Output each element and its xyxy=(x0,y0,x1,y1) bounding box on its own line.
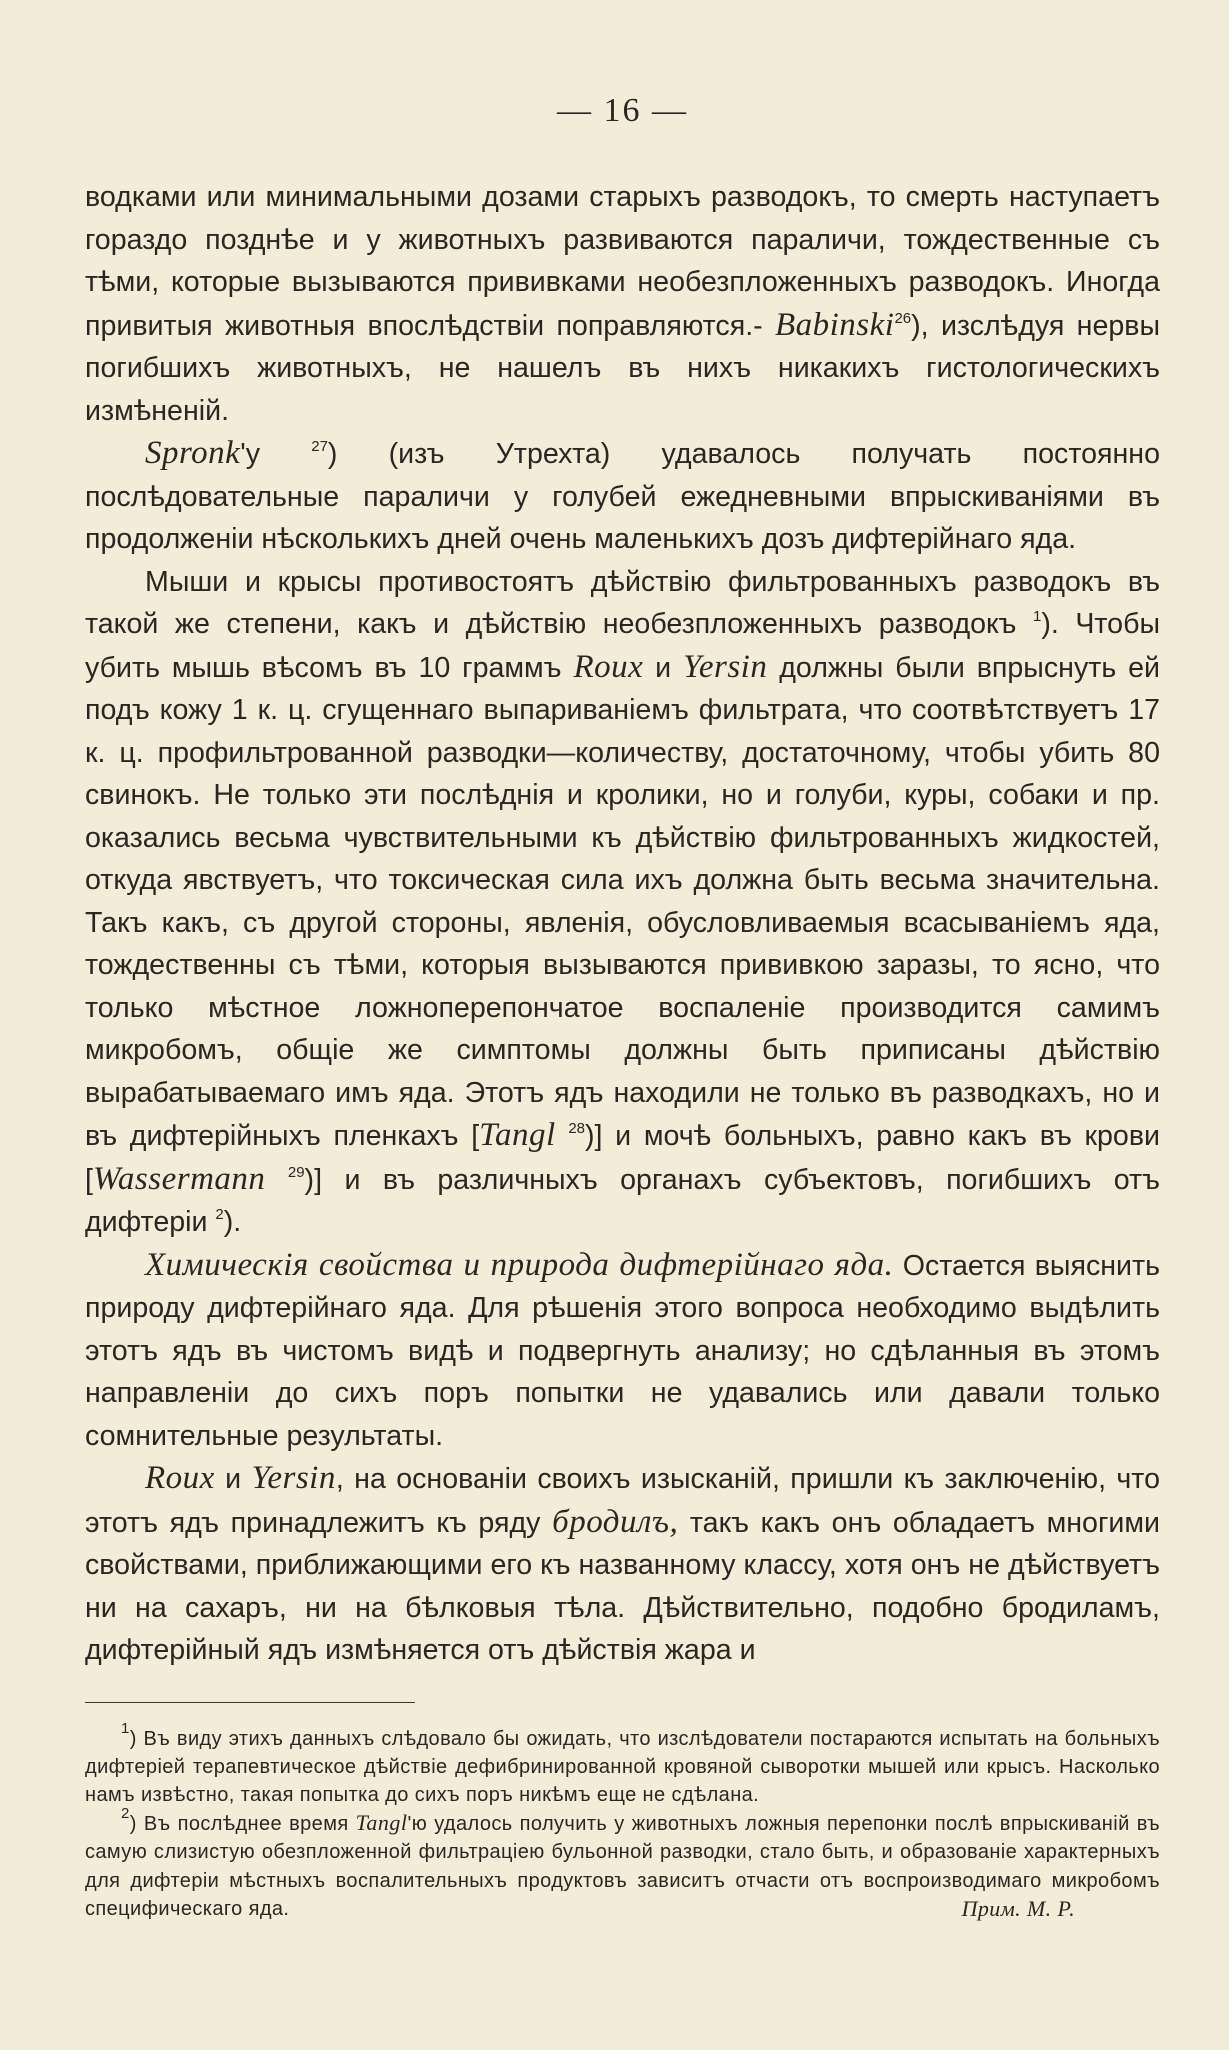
text-run: ). Чтобы убить мышь вѣсомъ въ 10 граммъ xyxy=(85,608,1160,684)
paragraph xyxy=(85,176,1160,432)
italic-name: бродилъ, xyxy=(552,1503,679,1540)
text-run: )] и мочѣ больныхъ, равно какъ въ крови [ xyxy=(85,1120,1160,1196)
italic-name: Roux xyxy=(573,648,644,685)
footnote xyxy=(85,1805,1161,1923)
text-run: Мыши и крысы противостоятъ дѣйствiю фильтрованныхъ разводокъ въ такой же степени, какъ и дѣйствiю необезпложенныхъ разводокъ xyxy=(85,565,1160,640)
footnote-ref: 1 xyxy=(121,1719,130,1737)
text-run: и xyxy=(214,1463,252,1495)
footnote-ref: 2 xyxy=(121,1805,130,1823)
text-run xyxy=(556,1120,569,1152)
italic-name: Spronk xyxy=(145,435,241,471)
text-run: ) Въ послѣднее время xyxy=(129,1813,356,1836)
footnote-ref: 26 xyxy=(894,309,912,327)
text-run: ). xyxy=(223,1206,242,1238)
footnote-ref: 29 xyxy=(287,1163,305,1181)
paragraph xyxy=(85,432,1160,561)
italic-name: Химическiя свойства и природа дифтерiйнаго яда. xyxy=(145,1246,894,1283)
italic-name: Tangl xyxy=(479,1117,556,1153)
text-run: , на основанiи своихъ изысканiй, пришли къ заключенiю, что этотъ ядъ принадлежитъ къ ряду xyxy=(85,1463,1160,1539)
italic-name: Roux xyxy=(145,1460,215,1496)
text-run: 'ю удалось получить у животныхъ ложныя перепонки послѣ впрыскиванiй въ самую слизистую обезпложенной фильтрацiею бульонной разводки, стало быть, и образованiе характерныхъ для дифтерiи мѣстныхъ воспалительныхъ продуктовъ зависитъ отчасти отъ воспроизводимаго микробомъ специфическаго яда. xyxy=(85,1813,1161,1920)
footnote-signature: Прим. М. Р. xyxy=(961,1895,1075,1921)
footnotes xyxy=(85,1719,1161,1923)
text-run: )] и въ различныхъ органахъ субъектовъ, погибшихъ отъ дифтерiи xyxy=(85,1163,1160,1238)
paragraph xyxy=(85,1457,1160,1672)
paragraph xyxy=(85,1244,1160,1458)
footnote-divider xyxy=(85,1702,415,1703)
text-run: такъ какъ онъ обладаетъ многими свойствами, приближающими его къ названному классу, хотя онъ не дѣйствуетъ ни на сахаръ, ни на бѣлковыя тѣла. Дѣйствительно, подобно бродиламъ, дифтерiйный ядъ измѣняется отъ дѣйствiя жара и xyxy=(85,1506,1160,1666)
italic-name: Babinski xyxy=(774,306,895,343)
italic-name: Yersin xyxy=(251,1460,336,1496)
text-run xyxy=(265,1164,287,1196)
text-run: и xyxy=(643,651,684,684)
italic-name: Tangl xyxy=(355,1810,408,1836)
page-number: — 16 — xyxy=(557,92,688,129)
text-run: Остается выяснить природу дифтерiйнаго яда. Для рѣшенiя этого вопроса необходимо выдѣлить этотъ ядъ въ чистомъ видѣ и подвергнуть анализу; но сдѣланныя въ этомъ направленiи до сихъ поръ попытки не удавались или давали только сомнительные результаты. xyxy=(85,1249,1160,1452)
paragraph xyxy=(85,561,1160,1244)
text-run: ) (изъ Утрехта) удавалось получать постоянно послѣдовательные параличи у голубей ежедневными впрыскиванiями въ продолженiи нѣсколькихъ дней очень маленькихъ дозъ дифтерiйнаго яда. xyxy=(85,438,1160,555)
text-run: ), изслѣдуя нервы погибшихъ животныхъ, не нашелъ въ нихъ никакихъ гистологическихъ измѣненiй. xyxy=(85,309,1161,427)
text-run: водками или минимальными дозами старыхъ разводокъ, то смерть наступаетъ гораздо позднѣе и у животныхъ развиваются параличи, тождественные съ тѣми, которые вызываются прививками необезпложенныхъ разводокъ. Иногда привитыя животныя впослѣдствiи поправляются.- xyxy=(85,181,1160,342)
footnote-ref: 2 xyxy=(215,1206,224,1223)
italic-name: Wassermann xyxy=(92,1160,266,1197)
italic-name: Yersin xyxy=(683,648,768,685)
text-run: ) Въ виду этихъ данныхъ слѣдовало бы ожидать, что изслѣдователи постараются испытать на больныхъ дифтерiей терапевтическое дѣйствiе дефибринированной кровяной сыворотки мышей или крысъ. Насколько намъ извѣстно, такая попытка до сихъ поръ никѣмъ еще не сдѣлана. xyxy=(85,1727,1160,1806)
text-run: 'у xyxy=(240,438,312,470)
footnote-ref: 27 xyxy=(311,438,328,455)
main-text xyxy=(85,176,1160,1672)
document-page xyxy=(85,92,1160,1923)
footnote-ref: 28 xyxy=(568,1120,586,1137)
footnote-ref: 1 xyxy=(1032,608,1042,625)
footnote xyxy=(85,1719,1160,1810)
text-run: должны были впрыснуть ей подъ кожу 1 к. ц. сгущеннаго выпариванiемъ фильтрата, что соотвѣтствуетъ 17 к. ц. профильтрованной разводки—количеству, достаточному, чтобы убить 80 свинокъ. Не только эти послѣднiя и кролики, но и голуби, куры, собаки и пр. оказались весьма чувствительными къ дѣйствiю фильтрованныхъ жидкостей, откуда явствуетъ, что токсическая сила ихъ должна быть весьма значительна. Такъ какъ, съ другой стороны, явленiя, обусловливаемыя всасыванiемъ яда, тождественны съ тѣми, которыя вызываются прививкою заразы, то ясно, что только мѣстное ложноперепончатое воспаленiе производится самимъ микробомъ, общiе же симптомы должны быть приписаны дѣйствiю вырабатываемаго имъ яда. Этотъ ядъ находили не только въ разводкахъ, но и въ дифтерiйныхъ пленкахъ [ xyxy=(85,651,1160,1152)
